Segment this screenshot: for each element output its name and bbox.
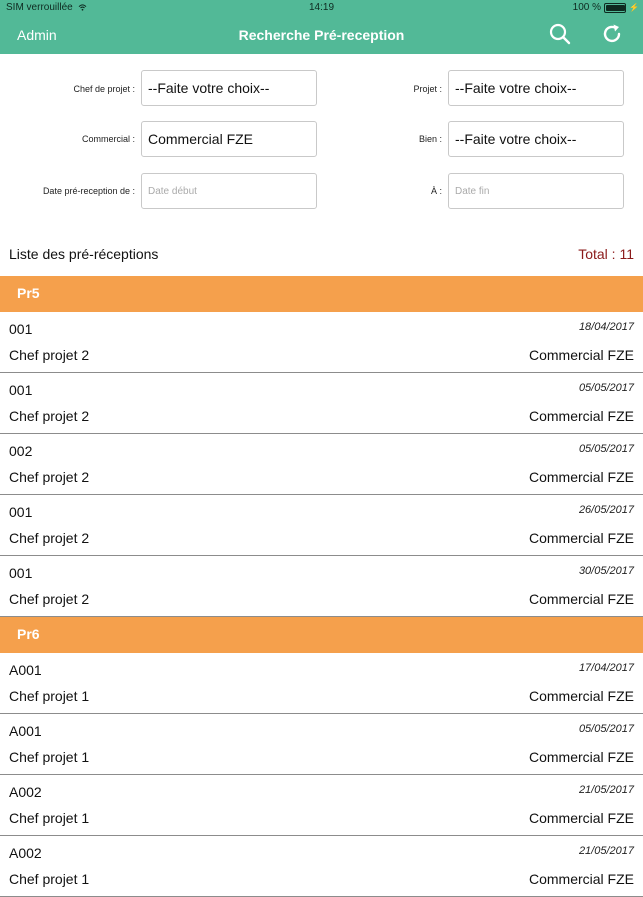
navigation-bar: [0, 16, 643, 54]
list-item[interactable]: [0, 714, 643, 775]
bien-label: Bien :: [418, 134, 442, 144]
item-code: A001: [9, 662, 42, 678]
item-chef-projet: Chef projet 1: [9, 749, 90, 765]
list-item[interactable]: [0, 775, 643, 836]
item-code: A001: [9, 723, 42, 739]
item-commercial: Commercial FZE: [528, 871, 634, 887]
item-date: 05/05/2017: [578, 723, 634, 735]
item-commercial: Commercial FZE: [528, 530, 634, 546]
item-chef-projet: Chef projet 2: [9, 591, 90, 607]
refresh-icon[interactable]: [600, 22, 624, 46]
item-code: 001: [9, 504, 33, 520]
item-code: A002: [9, 784, 42, 800]
search-form: [0, 54, 643, 239]
item-code: 001: [9, 382, 33, 398]
projet-select[interactable]: --Faite votre choix--: [448, 70, 624, 106]
chef-de-projet-select[interactable]: --Faite votre choix--: [141, 70, 317, 106]
item-chef-projet: Chef projet 2: [9, 347, 90, 363]
item-code: 001: [9, 321, 33, 337]
item-commercial: Commercial FZE: [528, 688, 634, 704]
bien-select[interactable]: --Faite votre choix--: [448, 121, 624, 157]
list-item[interactable]: [0, 373, 643, 434]
list-item[interactable]: [0, 836, 643, 897]
item-date: 17/04/2017: [578, 662, 634, 674]
item-code: 001: [9, 565, 33, 581]
item-chef-projet: Chef projet 2: [9, 408, 90, 424]
projet-label: Projet :: [413, 84, 442, 94]
list-item[interactable]: [0, 434, 643, 495]
search-icon[interactable]: [548, 22, 572, 46]
date-end-input[interactable]: [448, 173, 624, 209]
date-pre-reception-label: Date pré-reception de :: [42, 186, 135, 196]
battery-percent: 100 %: [572, 2, 602, 13]
battery-icon: [604, 3, 626, 13]
battery-indicator: [573, 2, 639, 13]
item-commercial: Commercial FZE: [528, 749, 634, 765]
item-date: 05/05/2017: [578, 443, 634, 455]
list-item[interactable]: [0, 312, 643, 373]
item-chef-projet: Chef projet 1: [9, 810, 90, 826]
clock: 14:19: [308, 2, 335, 13]
item-date: 21/05/2017: [578, 784, 634, 796]
item-code: A002: [9, 845, 42, 861]
commercial-select[interactable]: Commercial FZE: [141, 121, 317, 157]
list-title: Liste des pré-réceptions: [9, 246, 159, 262]
item-commercial: Commercial FZE: [528, 347, 634, 363]
date-to-label: À :: [430, 186, 442, 196]
admin-back-button[interactable]: Admin: [17, 27, 57, 43]
commercial-label: Commercial :: [81, 134, 135, 144]
item-chef-projet: Chef projet 2: [9, 469, 90, 485]
date-start-input[interactable]: [141, 173, 317, 209]
total-count: Total : 11: [578, 246, 634, 262]
item-commercial: Commercial FZE: [528, 408, 634, 424]
item-commercial: Commercial FZE: [528, 810, 634, 826]
list-item[interactable]: [0, 556, 643, 617]
list-item[interactable]: [0, 653, 643, 714]
section-header-pr6: Pr6: [0, 617, 643, 653]
carrier-label: SIM verrouillée: [6, 2, 87, 13]
page-title: Recherche Pré-reception: [238, 27, 405, 43]
section-header-pr5: Pr5: [0, 276, 643, 312]
item-chef-projet: Chef projet 2: [9, 530, 90, 546]
pre-reception-list: [0, 276, 643, 897]
list-header: [0, 239, 643, 276]
item-commercial: Commercial FZE: [528, 591, 634, 607]
chef-de-projet-label: Chef de projet :: [73, 84, 135, 94]
item-date: 21/05/2017: [578, 845, 634, 857]
item-chef-projet: Chef projet 1: [9, 871, 90, 887]
list-item[interactable]: [0, 495, 643, 556]
item-date: 18/04/2017: [578, 321, 634, 333]
item-date: 05/05/2017: [578, 382, 634, 394]
item-chef-projet: Chef projet 1: [9, 688, 90, 704]
item-date: 26/05/2017: [578, 504, 634, 516]
item-commercial: Commercial FZE: [528, 469, 634, 485]
item-date: 30/05/2017: [578, 565, 634, 577]
charging-icon: ⚡: [629, 3, 639, 12]
status-bar: [0, 0, 643, 16]
item-code: 002: [9, 443, 33, 459]
